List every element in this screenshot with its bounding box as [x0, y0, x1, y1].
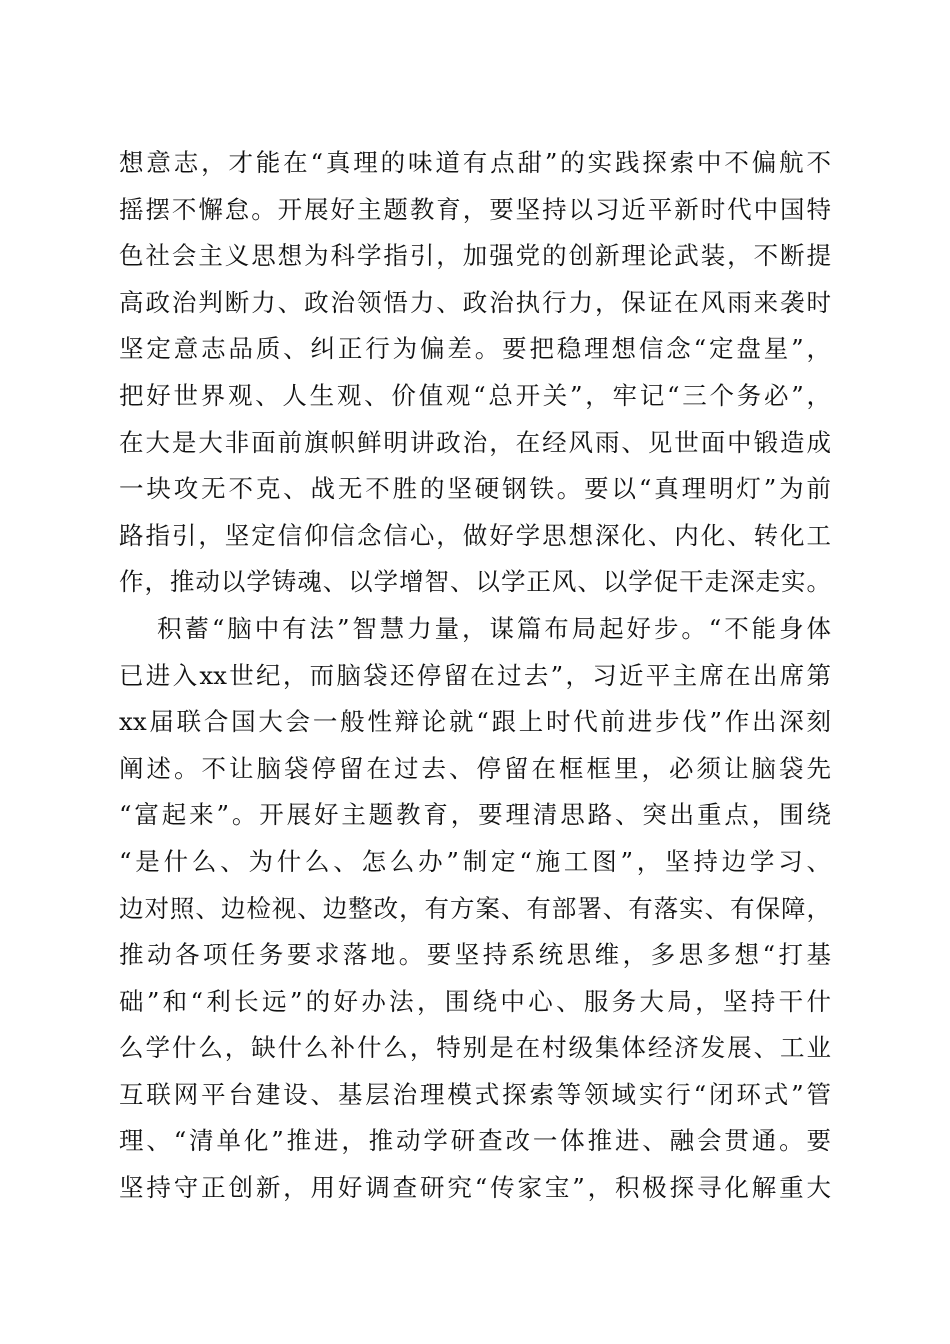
text-line: “是什么、为什么、怎么办”制定“施工图”，坚持边学习、 — [119, 846, 831, 876]
text-line: 高政治判断力、政治领悟力、政治执行力，保证在风雨来袭时 — [119, 287, 831, 317]
text-line: 作，推动以学铸魂、以学增智、以学正风、以学促干走深走实。 — [119, 567, 831, 597]
text-line: 色社会主义思想为科学指引，加强党的创新理论武装，不断提 — [119, 241, 831, 271]
text-line: 想意志，才能在“真理的味道有点甜”的实践探索中不偏航不 — [119, 148, 831, 177]
text-line: 把好世界观、人生观、价值观“总开关”，牢记“三个务必”， — [119, 380, 831, 410]
text-line: 摇摆不懈怠。开展好主题教育，要坚持以习近平新时代中国特 — [119, 194, 831, 224]
text-line: 路指引，坚定信仰信念信心，做好学思想深化、内化、转化工 — [119, 520, 831, 550]
text-line: 坚持守正创新，用好调查研究“传家宝”，积极探寻化解重大 — [119, 1173, 831, 1203]
text-line: 边对照、边检视、边整改，有方案、有部署、有落实、有保障， — [119, 893, 831, 923]
text-line: 么学什么，缺什么补什么，特别是在村级集体经济发展、工业 — [119, 1033, 831, 1063]
text-line: 理、“清单化”推进，推动学研查改一体推进、融会贯通。要 — [119, 1126, 831, 1156]
text-line: 在大是大非面前旗帜鲜明讲政治，在经风雨、见世面中锻造成 — [119, 427, 831, 457]
text-line: 础”和“利长远”的好办法，围绕中心、服务大局，坚持干什 — [119, 986, 831, 1016]
body-text — [119, 140, 831, 1212]
text-line: 互联网平台建设、基层治理模式探索等领域实行“闭环式”管 — [119, 1079, 831, 1109]
text-line: xx届联合国大会一般性辩论就“跟上时代前进步伐”作出深刻 — [119, 707, 831, 737]
text-line: 坚定意志品质、纠正行为偏差。要把稳理想信念“定盘星”， — [119, 334, 831, 364]
text-line: “富起来”。开展好主题教育，要理清思路、突出重点，围绕 — [119, 800, 831, 830]
text-line: 一块攻无不克、战无不胜的坚硬钢铁。要以“真理明灯”为前 — [119, 474, 831, 504]
text-line: 推动各项任务要求落地。要坚持系统思维，多思多想“打基 — [119, 940, 831, 970]
text-line: 已进入xx世纪，而脑袋还停留在过去”，习近平主席在出席第 — [119, 660, 831, 690]
paragraph-first-line: 积蓄“脑中有法”智慧力量，谋篇布局起好步。“不能身体 — [157, 613, 831, 643]
text-line: 阐述。不让脑袋停留在过去、停留在框框里，必须让脑袋先 — [119, 753, 831, 783]
